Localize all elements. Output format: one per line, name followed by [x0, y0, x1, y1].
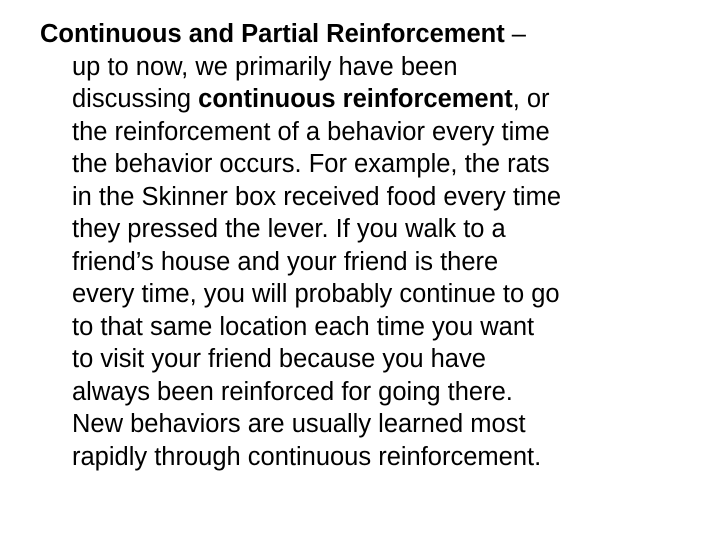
text-line-2-start: discussing — [72, 85, 199, 113]
heading-dash: – — [504, 20, 526, 48]
slide-paragraph — [40, 18, 720, 473]
text-line-12: New behaviors are usually learned most — [72, 410, 526, 438]
slide-heading: Continuous and Partial Reinforcement — [40, 20, 505, 48]
text-line-13: rapidly through continuous reinforcement. — [72, 442, 542, 471]
text-line-2-end: , or — [512, 85, 550, 113]
text-line-11: always been reinforced for going there. — [72, 377, 513, 406]
text-line-6: they pressed the lever. If you walk to a — [72, 215, 506, 243]
term-continuous-reinforcement: continuous reinforcement — [198, 85, 513, 113]
text-line-5: in the Skinner box received food every time — [72, 182, 562, 211]
text-line-7: friend’s house and your friend is there — [72, 247, 499, 276]
text-line-4: the behavior occurs. For example, the rats — [72, 150, 550, 178]
text-line-8: every time, you will probably continue to go — [72, 280, 560, 308]
text-line-9: to that same location each time you want — [72, 312, 535, 341]
text-line-10: to visit your friend because you have — [72, 345, 486, 373]
text-line-1: up to now, we primarily have been — [72, 52, 458, 81]
text-line-3: the reinforcement of a behavior every time — [72, 117, 550, 146]
